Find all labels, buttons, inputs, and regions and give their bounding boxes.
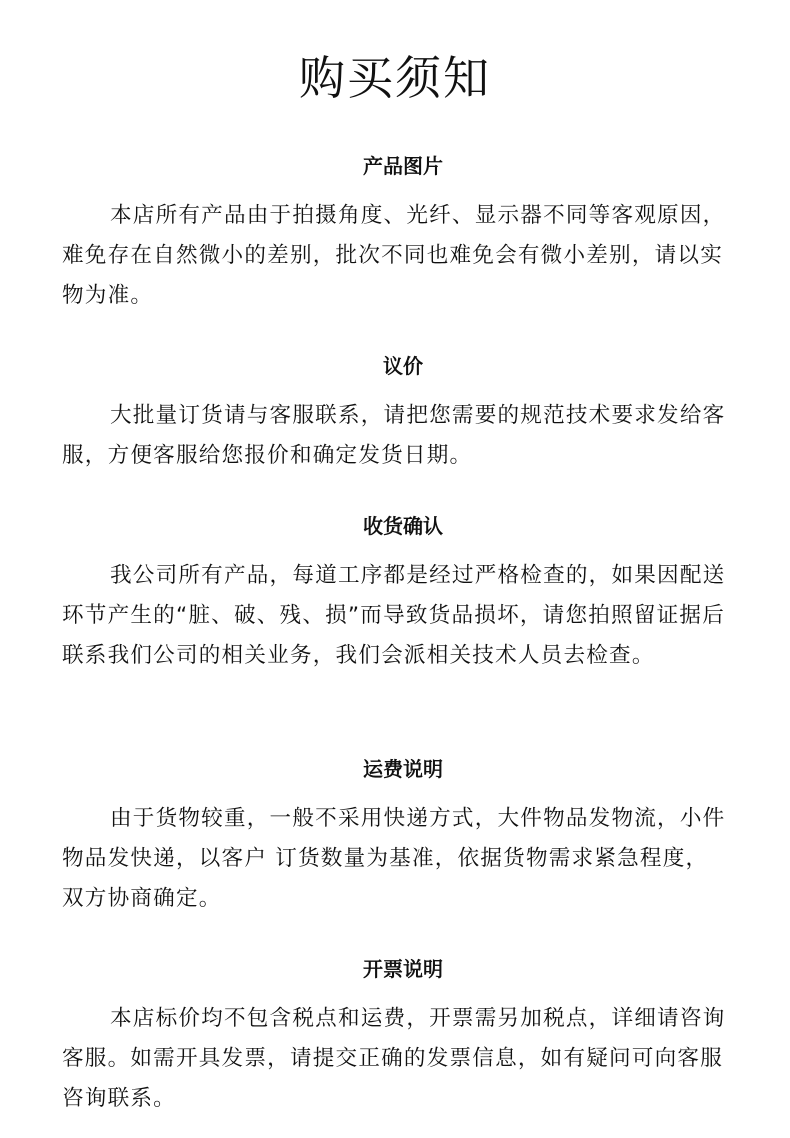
section-body: 由于货物较重，一般不采用快递方式，大件物品发物流，小件物品发快递，以客户 订货数量为基准，依据货物需求紧急程度，双方协商确定。 xyxy=(62,806,726,911)
section-heading: 运费说明 xyxy=(363,757,443,781)
section-body: 我公司所有产品，每道工序都是经过严格检查的，如果因配送环节产生的“脏、破、残、损”而导致货品损坏，请您拍照留证据后联系我们公司的相关业务，我们会派相关技术人员去检查。 xyxy=(62,563,726,668)
section-heading: 开票说明 xyxy=(363,957,443,981)
section-heading: 产品图片 xyxy=(363,154,443,178)
section-product-images xyxy=(62,152,726,316)
section-heading: 收货确认 xyxy=(363,514,443,538)
section-body: 本店所有产品由于拍摄角度、光纤、显示器不同等客观原因，难免存在自然微小的差别，批次不同也难免会有微小差别，请以实物为准。 xyxy=(62,203,726,308)
section-heading: 议价 xyxy=(383,354,423,378)
section-price-negotiation xyxy=(62,352,726,476)
section-invoice xyxy=(62,955,726,1119)
section-delivery-confirmation xyxy=(62,512,726,676)
section-shipping-fees xyxy=(62,755,726,919)
section-body: 本店标价均不包含税点和运费，开票需另加税点，详细请咨询客服。如需开具发票，请提交正确的发票信息，如有疑问可向客服咨询联系。 xyxy=(62,1006,726,1111)
page-title: 购买须知 xyxy=(299,51,491,105)
section-body: 大批量订货请与客服联系，请把您需要的规范技术要求发给客服，方便客服给您报价和确定发货日期。 xyxy=(62,403,726,468)
